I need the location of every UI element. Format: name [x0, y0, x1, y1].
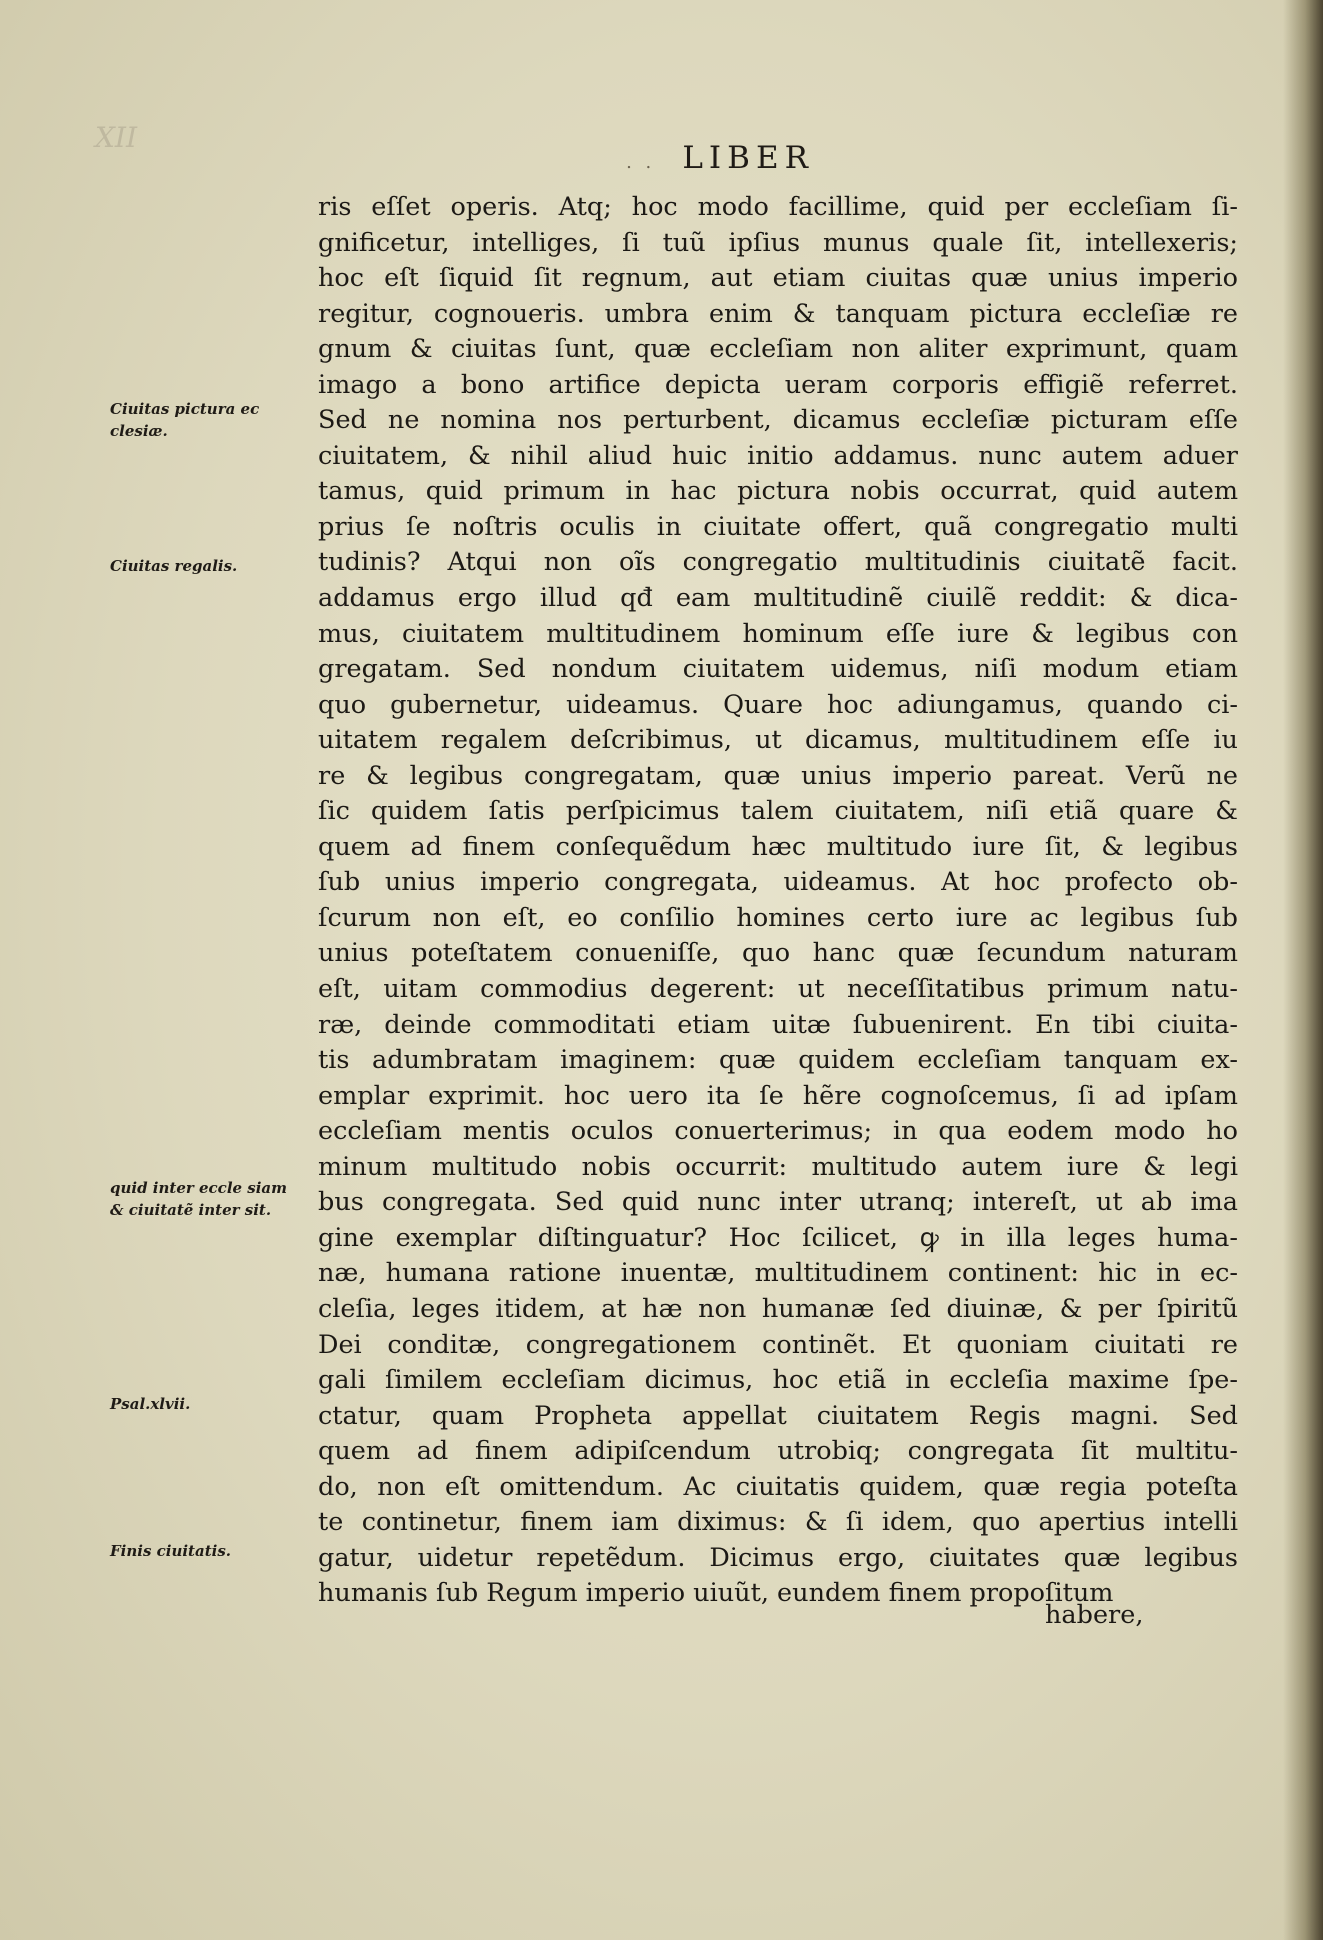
- margin-note-quid-inter: [110, 1177, 287, 1221]
- text-line: gregatam. Sed nondum ciuitatem uidemus, niſi modum etiam: [318, 654, 1238, 685]
- text-line: ſic quidem ſatis perſpicimus talem ciuitatem, niſi etiã quare &: [318, 796, 1238, 827]
- text-line: mus, ciuitatem multitudinem hominum eſſe iure & legibus con: [318, 618, 1238, 649]
- text-line: tis adumbratam imaginem: quæ quidem eccleſiam tanquam ex-: [318, 1045, 1238, 1076]
- text-line: eccleſiam mentis oculos conuerterimus; in qua eodem modo ho: [318, 1116, 1238, 1147]
- text-line: ciuitatem, & nihil aliud huic initio addamus. nunc autem aduer: [318, 440, 1238, 471]
- main-text-block: [318, 190, 1238, 1612]
- text-line: ræ, deinde commoditati etiam uitæ ſubuenirent. En tibi ciuita-: [318, 1009, 1238, 1040]
- text-line: eſt, uitam commodius degerent: ut neceſſitatibus primum natu-: [318, 974, 1238, 1005]
- text-line: emplar exprimit. hoc uero ita ſe hẽre cognoſcemus, ſi ad ipſam: [318, 1080, 1238, 1111]
- text-line: humanis ſub Regum imperio uiuũt, eundem finem propoſitum: [318, 1578, 1114, 1609]
- text-line: re & legibus congregatam, quæ unius imperio pareat. Verũ ne: [318, 760, 1238, 791]
- text-line: næ, humana ratione inuentæ, multitudinem continent: hic in ec-: [318, 1258, 1238, 1289]
- text-line: bus congregata. Sed quid nunc inter utranq; intereſt, ut ab ima: [318, 1187, 1238, 1218]
- text-line: Dei conditæ, congregationem continẽt. Et quoniam ciuitati re: [318, 1329, 1238, 1360]
- margin-note-line: Finis ciuitatis.: [110, 1542, 231, 1560]
- text-line: do, non eſt omittendum. Ac ciuitatis quidem, quæ regia poteſta: [318, 1471, 1238, 1502]
- text-line: addamus ergo illud qđ eam multitudinẽ ciuilẽ reddit: & dica-: [318, 583, 1238, 614]
- text-line: ſcurum non eſt, eo conſilio homines certo iure ac legibus ſub: [318, 902, 1238, 933]
- margin-note-ciuitas-regalis: [110, 555, 237, 577]
- page-title: LIBER: [682, 140, 814, 176]
- text-line: ris eſſet operis. Atq; hoc modo facillime, quid per eccleſiam ſi-: [318, 192, 1238, 222]
- text-line: cleſia, leges itidem, at hæ non humanæ ſed diuinæ, & per ſpiritũ: [318, 1293, 1238, 1324]
- margin-note-line: Ciuitas pictura ec: [110, 400, 260, 418]
- margin-note-ciuitas-pictura: [110, 398, 259, 442]
- catchword: habere,: [1045, 1600, 1144, 1630]
- margin-note-line: quid inter eccle siam: [110, 1179, 288, 1197]
- text-line: prius ſe noſtris oculis in ciuitate offert, quã congregatio multi: [318, 511, 1238, 542]
- text-line: tamus, quid primum in hac pictura nobis occurrat, quid autem: [318, 476, 1238, 507]
- margin-note-finis-ciuitatis: [110, 1540, 231, 1562]
- text-line: uitatem regalem deſcribimus, ut dicamus, multitudinem eſſe iu: [318, 725, 1238, 756]
- text-line: tudinis? Atqui non oĩs congregatio multitudinis ciuitatẽ facit.: [318, 547, 1238, 578]
- margin-note-psalm: [110, 1393, 190, 1415]
- bleed-through-text: XII: [95, 121, 138, 154]
- binding-gutter-shadow: [1283, 0, 1323, 1940]
- margin-note-line: Ciuitas regalis.: [110, 557, 238, 575]
- text-line: gine exemplar diſtinguatur? Hoc ſcilicet, ꝙ in illa leges huma-: [318, 1222, 1238, 1253]
- text-line: Sed ne nomina nos perturbent, dicamus eccleſiæ picturam eſſe: [318, 405, 1238, 436]
- running-header: [540, 140, 900, 176]
- header-ornament: . .: [626, 152, 656, 173]
- text-line: gali ſimilem eccleſiam dicimus, hoc etiã in eccleſia maxime ſpe-: [318, 1365, 1238, 1396]
- text-line: ſub unius imperio congregata, uideamus. At hoc profecto ob-: [318, 867, 1238, 898]
- text-line: gatur, uidetur repetẽdum. Dicimus ergo, ciuitates quæ legibus: [318, 1542, 1238, 1573]
- text-line: te continetur, finem iam diximus: & ſi idem, quo apertius intelli: [318, 1507, 1238, 1538]
- text-line: unius poteſtatem conueniſſe, quo hanc quæ ſecundum naturam: [318, 938, 1238, 969]
- text-line: minum multitudo nobis occurrit: multitudo autem iure & legi: [318, 1151, 1238, 1182]
- text-line: hoc eſt ſiquid ſit regnum, aut etiam ciuitas quæ unius imperio: [318, 263, 1238, 294]
- text-line: quem ad finem adipiſcendum utrobiq; congregata ſit multitu-: [318, 1436, 1238, 1467]
- margin-note-line: clesiæ.: [110, 422, 168, 440]
- text-line: regitur, cognoueris. umbra enim & tanquam pictura eccleſiæ re: [318, 298, 1238, 329]
- text-line: gnificetur, intelliges, ſi tuũ ipſius munus quale ſit, intellexeris;: [318, 227, 1238, 258]
- margin-note-line: & ciuitatẽ inter sit.: [110, 1201, 272, 1219]
- text-line: ctatur, quam Propheta appellat ciuitatem Regis magni. Sed: [318, 1400, 1238, 1431]
- text-line: gnum & ciuitas ſunt, quæ eccleſiam non aliter exprimunt, quam: [318, 334, 1238, 365]
- text-line: quem ad finem conſequẽdum hæc multitudo iure ſit, & legibus: [318, 831, 1238, 862]
- text-line: imago a bono artifice depicta ueram corporis effigiẽ referret.: [318, 369, 1238, 400]
- text-line: quo gubernetur, uideamus. Quare hoc adiungamus, quando ci-: [318, 689, 1238, 720]
- margin-note-line: Psal.xlvii.: [110, 1395, 191, 1413]
